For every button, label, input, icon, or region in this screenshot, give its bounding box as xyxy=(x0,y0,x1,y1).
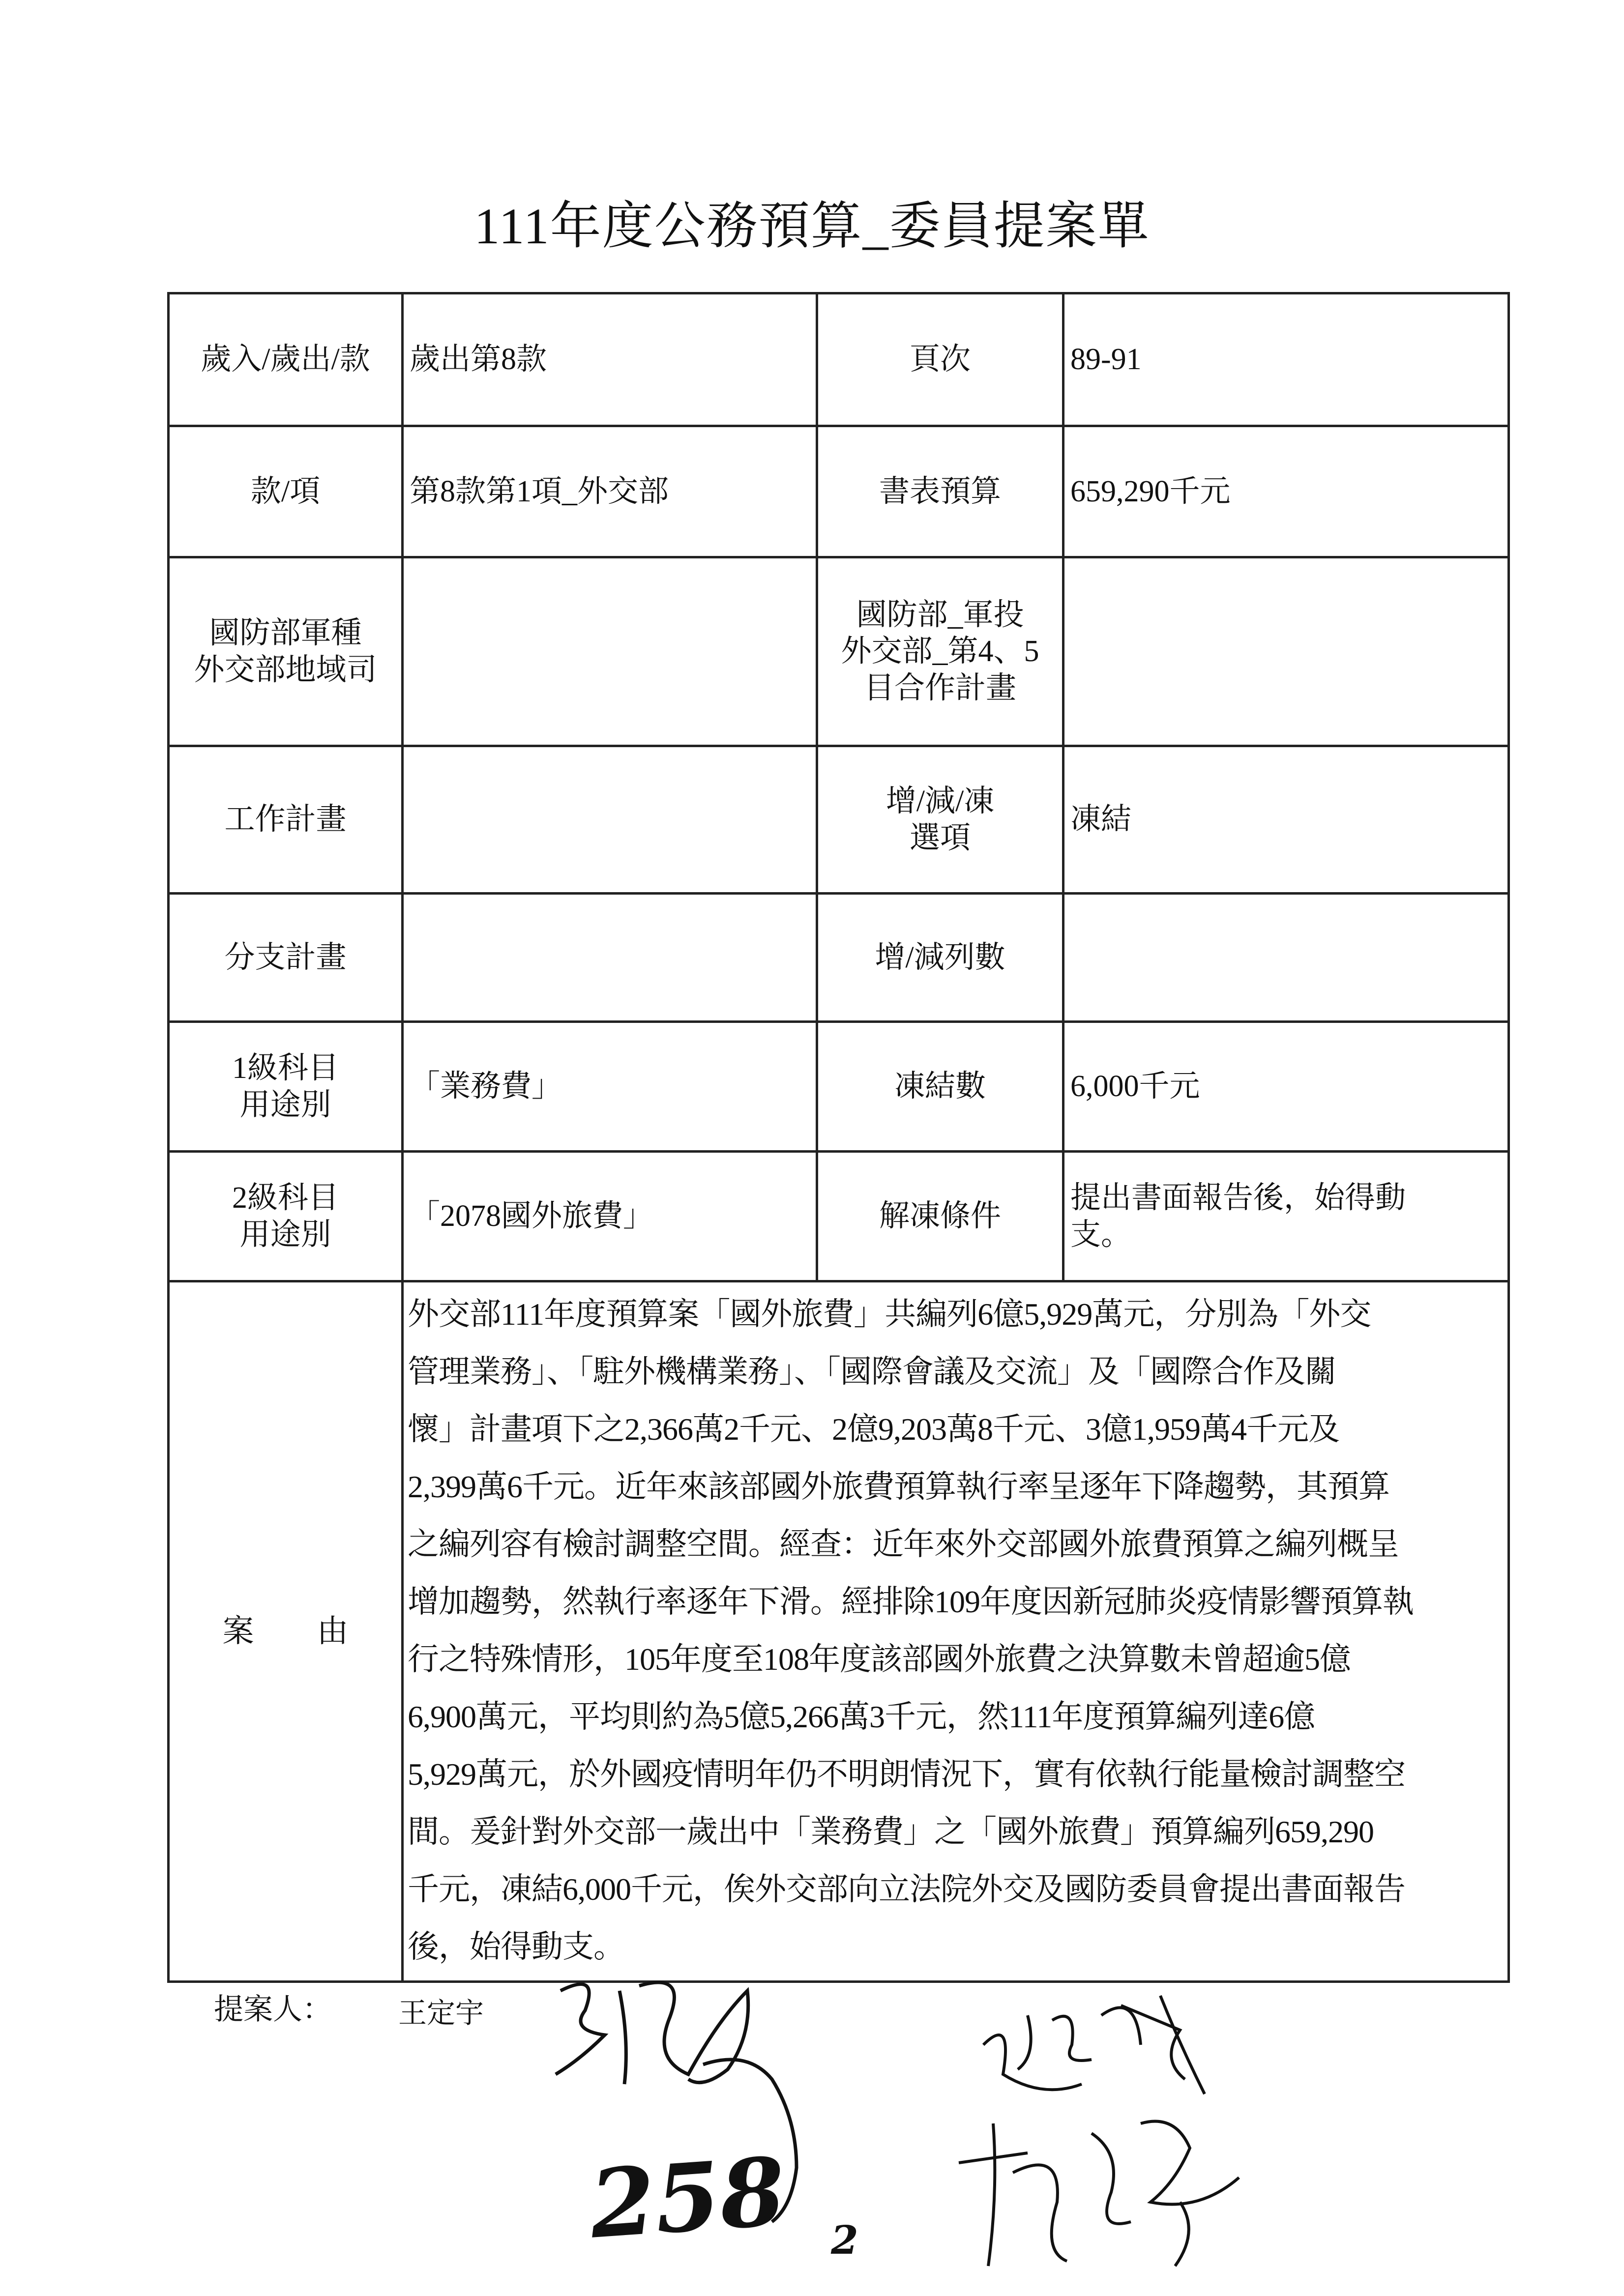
field-label: 凍結數 xyxy=(817,1022,1063,1152)
proposer-name: 王定宇 xyxy=(398,1997,484,2029)
signature-3 xyxy=(944,2104,1259,2281)
reason-line: 千元，凍結6,000千元，俟外交部向立法院外交及國防委員會提出書面報告 xyxy=(408,1872,1405,1907)
table-row xyxy=(169,746,1509,894)
field-label: 頁次 xyxy=(817,293,1063,426)
field-label: 工作計畫 xyxy=(169,746,403,894)
reason-line: 2,399萬6千元。近年來該部國外旅費預算執行率呈逐年下降趨勢，其預算 xyxy=(408,1469,1389,1504)
table-row xyxy=(169,1022,1509,1152)
reason-line: 6,900萬元，平均則約為5億5,266萬3千元，然111年度預算編列達6億 xyxy=(408,1699,1315,1734)
reason-line: 懷」計畫項下之2,366萬2千元、2億9,203萬8千元、3億1,959萬4千元及 xyxy=(408,1412,1339,1447)
field-value xyxy=(1063,894,1509,1022)
reason-line: 外交部111年度預算案「國外旅費」共編列6億5,929萬元，分別為「外交 xyxy=(408,1297,1371,1332)
field-label: 增/減/凍 選項 xyxy=(817,746,1063,894)
reason-line: 間。爰針對外交部一歲出中「業務費」之「國外旅費」預算編列659,290 xyxy=(408,1814,1374,1849)
field-value xyxy=(403,746,817,894)
field-label: 分支計畫 xyxy=(169,894,403,1022)
field-label: 款/項 xyxy=(169,426,403,557)
reason-label: 案 由 xyxy=(169,1281,403,1982)
reason-line: 後，始得動支。 xyxy=(408,1929,624,1964)
field-value xyxy=(1063,557,1509,746)
field-value: 歲出第8款 xyxy=(403,293,817,426)
signature-2 xyxy=(974,1986,1229,2114)
field-value: 「2078國外旅費」 xyxy=(403,1152,817,1281)
reason-text xyxy=(403,1281,1509,1982)
field-label: 書表預算 xyxy=(817,426,1063,557)
field-value: 第8款第1項_外交部 xyxy=(403,426,817,557)
field-value: 提出書面報告後，始得動 支。 xyxy=(1063,1152,1509,1281)
table-row xyxy=(169,894,1509,1022)
table-row xyxy=(169,426,1509,557)
reason-line: 5,929萬元，於外國疫情明年仍不明朗情況下，實有依執行能量檢討調整空 xyxy=(408,1757,1405,1792)
reason-line: 增加趨勢，然執行率逐年下滑。經排除109年度因新冠肺炎疫情影響預算執 xyxy=(408,1584,1414,1619)
table-row xyxy=(169,1152,1509,1281)
field-label: 國防部軍種 外交部地域司 xyxy=(169,557,403,746)
field-value: 「業務費」 xyxy=(403,1022,817,1152)
field-label: 增/減列數 xyxy=(817,894,1063,1022)
handwritten-mark: 2 xyxy=(831,2217,858,2263)
proposal-table xyxy=(167,292,1510,1983)
reason-line: 行之特殊情形，105年度至108年度該部國外旅費之決算數未曾超逾5億 xyxy=(408,1642,1351,1677)
field-value: 659,290千元 xyxy=(1063,426,1509,557)
handwritten-number: 258 xyxy=(586,2136,789,2260)
field-value xyxy=(403,894,817,1022)
field-label: 歲入/歲出/款 xyxy=(169,293,403,426)
field-value: 89-91 xyxy=(1063,293,1509,426)
table-row xyxy=(169,557,1509,746)
field-label: 1級科目 用途別 xyxy=(169,1022,403,1152)
reason-line: 之編列容有檢討調整空間。經查：近年來外交部國外旅費預算之編列概呈 xyxy=(408,1527,1399,1562)
proposer-label: 提案人： xyxy=(214,1993,332,2026)
field-label: 國防部_軍投 外交部_第4、5 目合作計畫 xyxy=(817,557,1063,746)
field-value: 6,000千元 xyxy=(1063,1022,1509,1152)
field-label: 2級科目 用途別 xyxy=(169,1152,403,1281)
field-label: 解凍條件 xyxy=(817,1152,1063,1281)
reason-row xyxy=(169,1281,1509,1982)
field-value xyxy=(403,557,817,746)
page-title: 111年度公務預算_委員提案單 xyxy=(474,198,1150,255)
field-value: 凍結 xyxy=(1063,746,1509,894)
reason-line: 管理業務」、「駐外機構業務」、「國際會議及交流」及「國際合作及關 xyxy=(408,1354,1336,1389)
table-row xyxy=(169,293,1509,426)
